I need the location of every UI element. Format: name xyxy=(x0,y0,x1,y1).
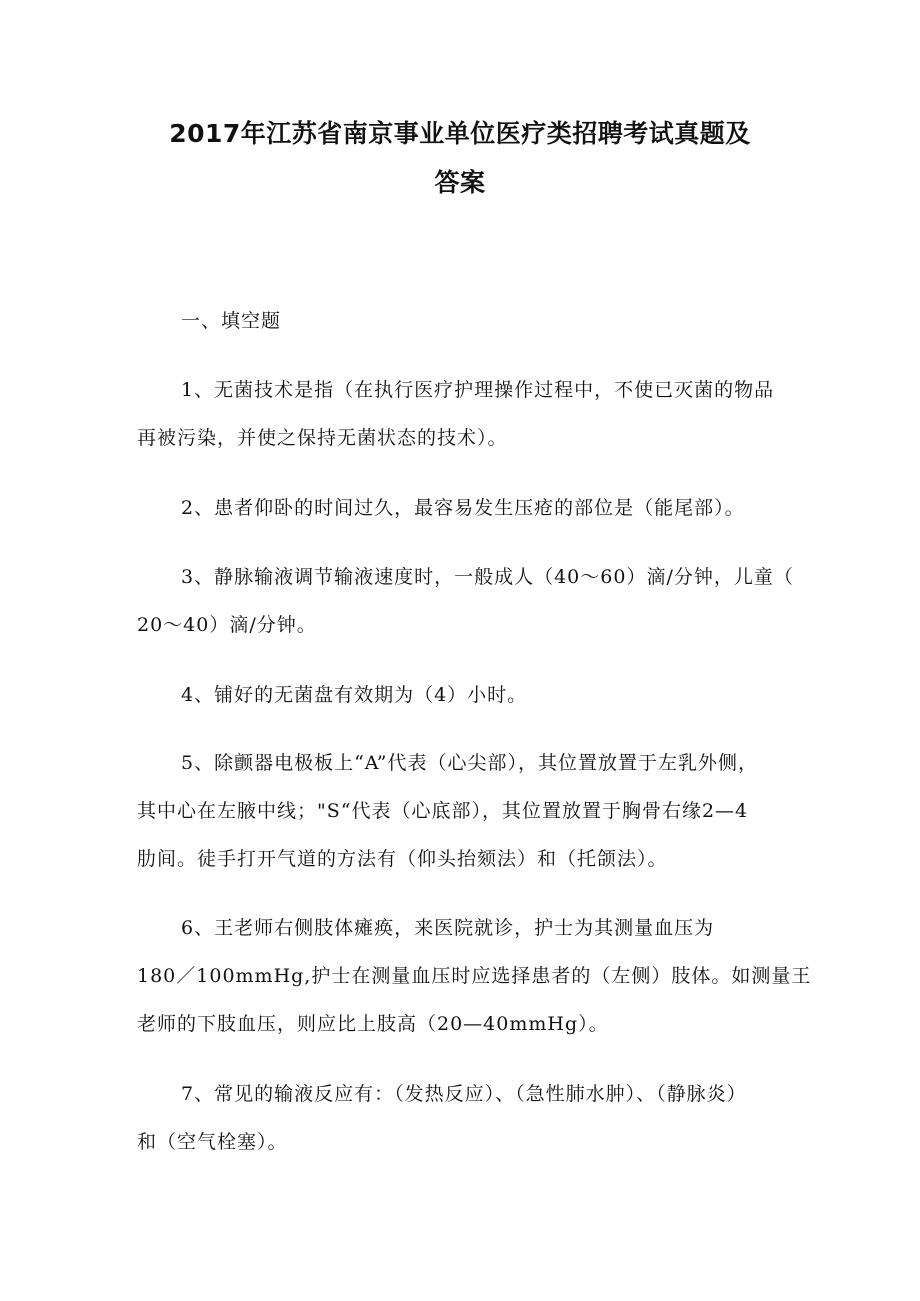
document-title-line-2: 答案 xyxy=(434,168,486,197)
question-3 xyxy=(137,553,797,649)
section-heading-text: 一、填空题 xyxy=(181,310,282,332)
question-3-line-1: 3、静脉输液调节输液速度时，一般成人（40～60）滴/分钟，儿童（ xyxy=(181,566,794,588)
question-2 xyxy=(137,484,797,532)
question-1 xyxy=(137,366,797,462)
question-4-line-1: 4、铺好的无菌盘有效期为（4）小时。 xyxy=(181,684,528,706)
question-4 xyxy=(137,671,797,719)
question-3-line-2: 20～40）滴/分钟。 xyxy=(137,614,317,636)
question-5 xyxy=(137,739,797,883)
question-6-line-2: 180／100mmHg,护士在测量血压时应选择患者的（左侧）肢体。如测量王 xyxy=(137,965,812,987)
question-6-line-1: 6、王老师右侧肢体瘫痪，来医院就诊，护士为其测量血压为 xyxy=(181,917,715,939)
question-1-line-2: 再被污染，并使之保持无菌状态的技术）。 xyxy=(137,427,508,449)
question-2-line-1: 2、患者仰卧的时间过久，最容易发生压疮的部位是（能尾部）。 xyxy=(181,497,745,519)
document-title-line-1: 2017年江苏省南京事业单位医疗类招聘考试真题及 xyxy=(169,119,751,148)
question-5-line-2: 其中心在左腋中线；"S“代表（心底部），其位置放置于胸骨右缘2—4 xyxy=(137,800,749,822)
question-5-line-1: 5、除颤器电极板上“A”代表（心尖部），其位置放置于左乳外侧， xyxy=(181,752,758,774)
question-6-line-3: 老师的下肢血压，则应比上肢高（20—40mmHg）。 xyxy=(137,1013,609,1035)
question-6 xyxy=(137,904,812,1048)
question-5-line-3: 肋间。徒手打开气道的方法有（仰头抬颏法）和（托颌法）。 xyxy=(137,848,668,870)
question-7 xyxy=(137,1070,797,1166)
question-1-line-1: 1、无菌技术是指（在执行医疗护理操作过程中，不使已灭菌的物品 xyxy=(181,379,775,401)
question-7-line-1: 7、常见的输液反应有：（发热反应）、（急性肺水肿）、（静脉炎） xyxy=(181,1083,747,1105)
section-heading xyxy=(137,297,797,345)
question-7-line-2: 和（空气栓塞）。 xyxy=(137,1131,288,1153)
